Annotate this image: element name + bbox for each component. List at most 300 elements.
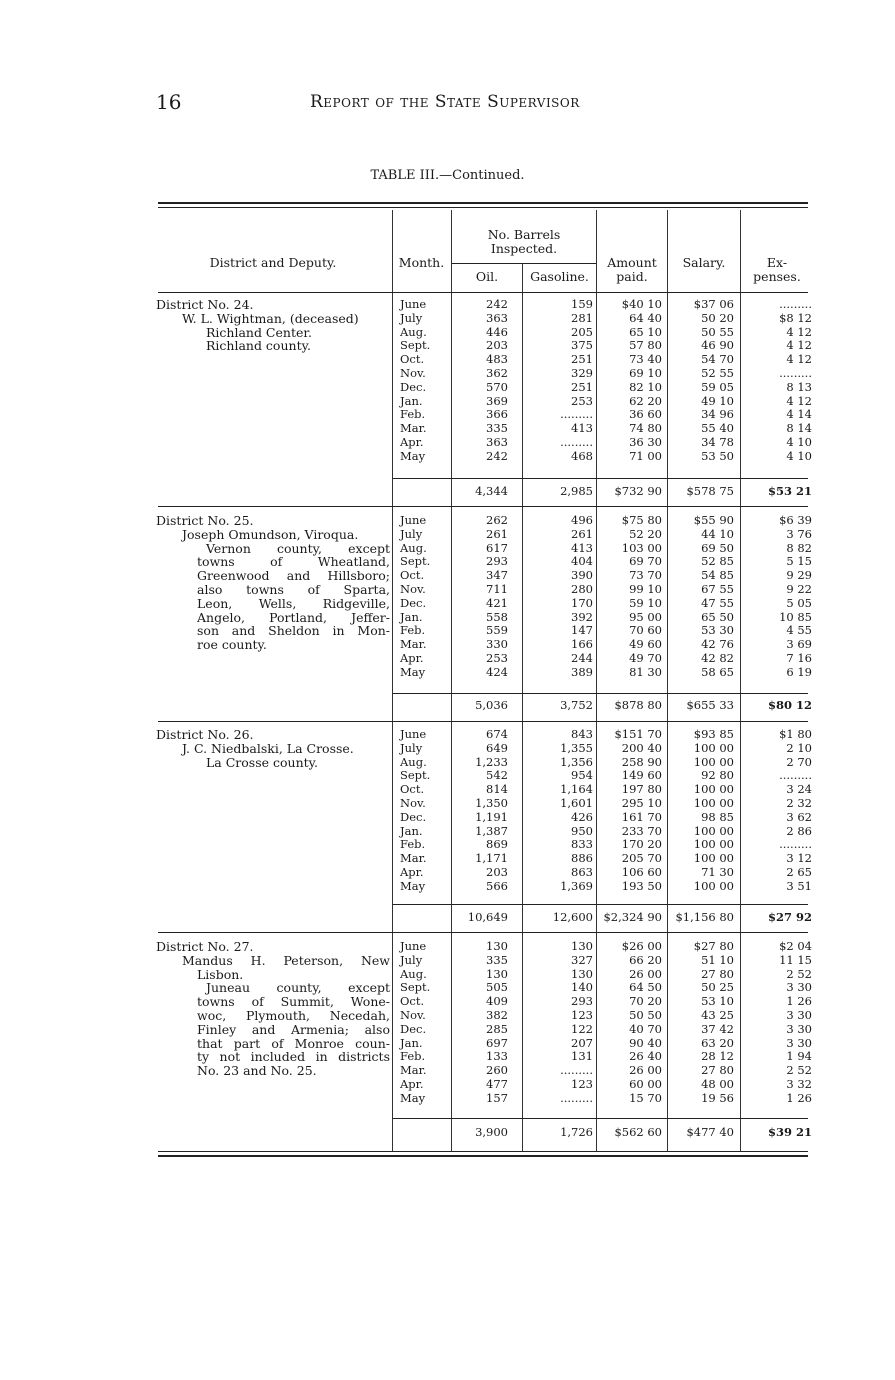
cell-salary: 71 30 — [701, 864, 734, 879]
cell-expenses: 8 13 — [786, 379, 812, 394]
cell-gasoline: 327 — [571, 952, 593, 967]
cell-expenses: 3 30 — [786, 980, 812, 995]
district-line: No. 23 and No. 25. — [197, 1063, 317, 1079]
cell-gasoline: 251 — [571, 379, 593, 394]
cell-salary: $93 85 — [693, 727, 734, 741]
table-bottom-rule — [158, 1151, 808, 1152]
cell-salary: 27 80 — [701, 966, 734, 981]
cell-oil: 649 — [486, 740, 508, 755]
cell-gasoline: 130 — [571, 939, 593, 953]
cell-salary: 47 55 — [701, 595, 734, 610]
cell-gasoline: 244 — [571, 650, 593, 665]
cell-expenses: ......... — [779, 297, 812, 311]
table-row — [396, 968, 814, 982]
cell-amount-paid: 70 20 — [629, 994, 662, 1009]
cell-expenses: 4 14 — [786, 407, 812, 422]
table-row — [396, 353, 814, 367]
cell-salary: 54 85 — [701, 568, 734, 583]
cell-gasoline: 1,355 — [560, 740, 593, 755]
cell-salary: 28 12 — [701, 1049, 734, 1064]
cell-amount-paid: 64 40 — [629, 310, 662, 325]
cell-month: Feb. — [400, 407, 426, 422]
table-row — [396, 940, 814, 954]
cell-amount-paid: 258 90 — [621, 754, 662, 769]
cell-amount-paid: 66 20 — [629, 952, 662, 967]
cell-month: Nov. — [400, 365, 426, 380]
district-24-end-rule — [158, 506, 808, 507]
cell-oil: 1,171 — [475, 851, 508, 866]
cell-oil: 483 — [486, 352, 508, 367]
district-26-end-rule — [158, 932, 808, 933]
cell-month: July — [400, 740, 423, 755]
cell-oil: 285 — [486, 1021, 508, 1036]
cell-oil: 133 — [486, 1049, 508, 1064]
district-26-description — [156, 728, 390, 769]
cell-oil: 330 — [486, 637, 508, 652]
cell-gasoline: 280 — [571, 581, 593, 596]
table-row — [396, 597, 814, 611]
cell-month: Oct. — [400, 568, 425, 583]
cell-salary: 42 76 — [701, 637, 734, 652]
cell-amount-paid: 233 70 — [621, 823, 662, 838]
cell-gasoline: 207 — [571, 1035, 593, 1050]
cell-month: Dec. — [400, 379, 427, 394]
district-25-totals — [396, 697, 814, 713]
cell-salary: 34 96 — [701, 407, 734, 422]
table-row — [396, 624, 814, 638]
cell-salary: 100 00 — [693, 878, 734, 893]
cell-oil: 293 — [486, 554, 508, 569]
total-amount-paid: $2,324 90 — [603, 910, 662, 924]
district-24-totals-rule — [393, 478, 808, 479]
cell-amount-paid: 59 10 — [629, 595, 662, 610]
cell-gasoline: 950 — [571, 823, 593, 838]
table-row — [396, 542, 814, 556]
cell-salary: 53 30 — [701, 623, 734, 638]
cell-oil: 261 — [486, 526, 508, 541]
cell-expenses: 5 05 — [786, 595, 812, 610]
cell-oil: 369 — [486, 393, 508, 408]
table-top-rule — [158, 202, 808, 204]
cell-oil: 203 — [486, 338, 508, 353]
cell-amount-paid: 99 10 — [629, 581, 662, 596]
cell-salary: 53 10 — [701, 994, 734, 1009]
cell-amount-paid: 81 30 — [629, 664, 662, 679]
total-expenses: $53 21 — [767, 484, 812, 498]
cell-expenses: 6 19 — [786, 664, 812, 679]
cell-salary: 100 00 — [693, 795, 734, 810]
total-salary: $578 75 — [686, 484, 734, 498]
cell-gasoline: 496 — [571, 513, 593, 527]
district-27-description — [156, 940, 390, 1078]
cell-expenses: ......... — [779, 365, 812, 380]
cell-expenses: 1 26 — [786, 1090, 812, 1105]
cell-expenses: 7 16 — [786, 650, 812, 665]
cell-gasoline: 843 — [571, 727, 593, 741]
cell-expenses: 3 30 — [786, 1021, 812, 1036]
cell-salary: 19 56 — [701, 1090, 734, 1105]
cell-amount-paid: $75 80 — [621, 513, 662, 527]
district-25-totals-rule — [393, 693, 808, 694]
district-line: Richland county. — [206, 338, 311, 354]
district-line: son and Sheldon in Mon- — [197, 623, 390, 639]
cell-gasoline: 123 — [571, 1007, 593, 1022]
cell-amount-paid: 70 60 — [629, 623, 662, 638]
cell-oil: 421 — [486, 595, 508, 610]
district-line: Leon, Wells, Ridgeville, — [197, 595, 390, 611]
district-24-rows — [396, 298, 814, 464]
district-26-rows — [396, 728, 814, 894]
cell-expenses: 9 29 — [786, 568, 812, 583]
header-month: Month. — [398, 255, 445, 270]
cell-gasoline: 123 — [571, 1076, 593, 1091]
cell-amount-paid: 50 50 — [629, 1007, 662, 1022]
district-25-end-rule — [158, 721, 808, 722]
cell-salary: 43 25 — [701, 1007, 734, 1022]
cell-month: Mar. — [400, 637, 427, 652]
cell-amount-paid: 197 80 — [621, 782, 662, 797]
header-gasoline: Gasoline. — [530, 269, 589, 284]
header-barrels-line1: No. Barrels — [487, 227, 561, 242]
cell-amount-paid: 200 40 — [621, 740, 662, 755]
cell-expenses: 3 12 — [786, 851, 812, 866]
header-expenses-line1: Ex- — [766, 255, 788, 270]
table-row — [396, 638, 814, 652]
cell-gasoline: 140 — [571, 980, 593, 995]
cell-oil: 424 — [486, 664, 508, 679]
cell-oil: 347 — [486, 568, 508, 583]
district-heading: District No. 27. — [156, 939, 254, 954]
cell-expenses: 11 15 — [779, 952, 812, 967]
cell-oil: 362 — [486, 365, 508, 380]
cell-salary: 37 42 — [701, 1021, 734, 1036]
cell-gasoline: 1,164 — [560, 782, 593, 797]
table-row — [396, 1092, 814, 1106]
cell-salary: $55 90 — [693, 513, 734, 527]
cell-amount-paid: 149 60 — [621, 768, 662, 783]
cell-expenses: 2 52 — [786, 966, 812, 981]
cell-gasoline: 390 — [571, 568, 593, 583]
cell-expenses: 3 62 — [786, 809, 812, 824]
cell-month: June — [400, 297, 427, 311]
total-amount-paid: $878 80 — [614, 698, 662, 712]
cell-amount-paid: 90 40 — [629, 1035, 662, 1050]
district-line: La Crosse county. — [206, 754, 319, 770]
cell-gasoline: 166 — [571, 637, 593, 652]
cell-gasoline: 863 — [571, 864, 593, 879]
cell-amount-paid: 49 60 — [629, 637, 662, 652]
cell-amount-paid: 26 00 — [629, 1063, 662, 1078]
cell-oil: 382 — [486, 1007, 508, 1022]
cell-month: June — [400, 513, 427, 527]
header-expenses — [741, 256, 813, 284]
header-salary: Salary. — [682, 255, 726, 270]
deputy-name: W. L. Wightman, (deceased) — [182, 310, 359, 326]
cell-expenses: 2 70 — [786, 754, 812, 769]
cell-gasoline: 170 — [571, 595, 593, 610]
table-row — [396, 381, 814, 395]
cell-oil: 869 — [486, 837, 508, 852]
table-row — [396, 880, 814, 894]
table-row — [396, 769, 814, 783]
cell-gasoline: 159 — [571, 297, 593, 311]
cell-salary: 50 55 — [701, 324, 734, 339]
cell-expenses: 2 32 — [786, 795, 812, 810]
cell-oil: 558 — [486, 609, 508, 624]
table-row — [396, 528, 814, 542]
cell-gasoline: 1,356 — [560, 754, 593, 769]
cell-amount-paid: 64 50 — [629, 980, 662, 995]
cell-oil: 674 — [486, 727, 508, 741]
cell-amount-paid: $151 70 — [614, 727, 662, 741]
table-row — [396, 954, 814, 968]
header-district: District and Deputy. — [209, 255, 337, 270]
header-barrels-line2: Inspected. — [490, 241, 558, 256]
cell-expenses: 3 24 — [786, 782, 812, 797]
cell-salary: 65 50 — [701, 609, 734, 624]
table-row — [396, 852, 814, 866]
cell-month: Oct. — [400, 782, 425, 797]
cell-oil: 203 — [486, 864, 508, 879]
cell-oil: 1,233 — [475, 754, 508, 769]
district-line: Greenwood and Hillsboro; — [197, 568, 390, 584]
header-barrels — [452, 228, 596, 256]
table-row — [396, 367, 814, 381]
cell-gasoline: 329 — [571, 365, 593, 380]
cell-month: Nov. — [400, 795, 426, 810]
district-line: Vernon county, except — [206, 540, 390, 556]
cell-expenses: $8 12 — [779, 310, 812, 325]
cell-amount-paid: 40 70 — [629, 1021, 662, 1036]
deputy-name: J. C. Niedbalski, La Crosse. — [182, 740, 354, 756]
cell-month: Apr. — [400, 650, 424, 665]
header-amount-line1: Amount — [607, 255, 657, 270]
cell-gasoline: 205 — [571, 324, 593, 339]
cell-gasoline: 375 — [571, 338, 593, 353]
cell-salary: 54 70 — [701, 352, 734, 367]
cell-oil: 570 — [486, 379, 508, 394]
cell-month: May — [400, 1090, 426, 1105]
running-title: Report of the State Supervisor — [310, 92, 580, 112]
cell-expenses: 2 10 — [786, 740, 812, 755]
cell-amount-paid: 69 70 — [629, 554, 662, 569]
cell-month: Nov. — [400, 581, 426, 596]
cell-expenses: 4 12 — [786, 338, 812, 353]
cell-salary: 42 82 — [701, 650, 734, 665]
cell-oil: 566 — [486, 878, 508, 893]
cell-month: Aug. — [400, 540, 427, 555]
cell-oil: 335 — [486, 421, 508, 436]
cell-expenses: 4 12 — [786, 393, 812, 408]
cell-oil: 559 — [486, 623, 508, 638]
deputy-name: Mandus H. Peterson, New — [182, 952, 390, 968]
cell-salary: 92 80 — [701, 768, 734, 783]
cell-amount-paid: 71 00 — [629, 448, 662, 463]
cell-month: Jan. — [400, 393, 423, 408]
cell-expenses: 10 85 — [779, 609, 812, 624]
cell-amount-paid: 36 30 — [629, 434, 662, 449]
district-26-totals — [396, 909, 814, 925]
total-amount-paid: $732 90 — [614, 484, 662, 498]
district-line: woc, Plymouth, Necedah, — [197, 1007, 390, 1023]
table-row — [396, 450, 814, 464]
cell-month: Sept. — [400, 554, 431, 569]
cell-expenses: 1 94 — [786, 1049, 812, 1064]
table-row — [396, 436, 814, 450]
cell-month: Jan. — [400, 1035, 423, 1050]
cell-oil: 335 — [486, 952, 508, 967]
cell-oil: 242 — [486, 297, 508, 311]
district-24-totals — [396, 483, 814, 499]
cell-salary: 46 90 — [701, 338, 734, 353]
cell-expenses: 3 30 — [786, 1007, 812, 1022]
page-number: 16 — [156, 90, 182, 114]
cell-expenses: 3 76 — [786, 526, 812, 541]
cell-expenses: ......... — [779, 768, 812, 783]
table-row — [396, 569, 814, 583]
table-row — [396, 408, 814, 422]
district-line: also towns of Sparta, — [197, 581, 390, 597]
cell-month: Apr. — [400, 1076, 424, 1091]
total-expenses: $27 92 — [767, 910, 812, 924]
cell-salary: 100 00 — [693, 837, 734, 852]
district-27-totals-rule — [393, 1118, 808, 1119]
cell-month: Mar. — [400, 421, 427, 436]
cell-gasoline: 122 — [571, 1021, 593, 1036]
cell-amount-paid: 82 10 — [629, 379, 662, 394]
cell-month: Dec. — [400, 809, 427, 824]
cell-month: Jan. — [400, 609, 423, 624]
table-row — [396, 652, 814, 666]
table-row — [396, 981, 814, 995]
cell-oil: 505 — [486, 980, 508, 995]
cell-amount-paid: 193 50 — [621, 878, 662, 893]
cell-salary: 59 05 — [701, 379, 734, 394]
table-row — [396, 995, 814, 1009]
cell-amount-paid: 15 70 — [629, 1090, 662, 1105]
district-25-rows — [396, 514, 814, 680]
table-row — [396, 838, 814, 852]
district-line: roe county. — [197, 637, 267, 653]
cell-month: May — [400, 878, 426, 893]
district-line: Richland Center. — [206, 324, 312, 340]
total-oil: 4,344 — [475, 484, 508, 498]
cell-expenses: ......... — [779, 837, 812, 852]
cell-month: Apr. — [400, 434, 424, 449]
cell-oil: 130 — [486, 966, 508, 981]
cell-gasoline: 389 — [571, 664, 593, 679]
cell-month: July — [400, 310, 423, 325]
cell-oil: 363 — [486, 434, 508, 449]
total-amount-paid: $562 60 — [614, 1125, 662, 1139]
cell-month: July — [400, 952, 423, 967]
table-row — [396, 797, 814, 811]
cell-month: Sept. — [400, 338, 431, 353]
cell-salary: 50 25 — [701, 980, 734, 995]
cell-gasoline: 426 — [571, 809, 593, 824]
cell-salary: $27 80 — [693, 939, 734, 953]
header-amount-line2: paid. — [616, 269, 648, 284]
cell-month: Oct. — [400, 352, 425, 367]
cell-amount-paid: 205 70 — [621, 851, 662, 866]
cell-month: Oct. — [400, 994, 425, 1009]
district-line: Angelo, Portland, Jeffer- — [197, 609, 390, 625]
cell-amount-paid: 26 40 — [629, 1049, 662, 1064]
header-bottom-rule — [158, 292, 808, 293]
cell-gasoline: 468 — [571, 448, 593, 463]
cell-oil: 477 — [486, 1076, 508, 1091]
district-heading: District No. 26. — [156, 727, 254, 742]
cell-expenses: 9 22 — [786, 581, 812, 596]
cell-expenses: 4 10 — [786, 434, 812, 449]
cell-month: Apr. — [400, 864, 424, 879]
cell-expenses: 3 69 — [786, 637, 812, 652]
table-title: TABLE III.—Continued. — [370, 168, 525, 183]
table-row — [396, 1009, 814, 1023]
table-row — [396, 514, 814, 528]
table-row — [396, 811, 814, 825]
cell-expenses: 4 55 — [786, 623, 812, 638]
table-row — [396, 1078, 814, 1092]
cell-salary: 67 55 — [701, 581, 734, 596]
cell-expenses: $2 04 — [779, 939, 812, 953]
cell-salary: 34 78 — [701, 434, 734, 449]
cell-amount-paid: 69 10 — [629, 365, 662, 380]
header-expenses-line2: penses. — [753, 269, 801, 284]
table-row — [396, 728, 814, 742]
cell-amount-paid: 95 00 — [629, 609, 662, 624]
cell-gasoline: 954 — [571, 768, 593, 783]
cell-oil: 409 — [486, 994, 508, 1009]
cell-amount-paid: 65 10 — [629, 324, 662, 339]
cell-amount-paid: 161 70 — [621, 809, 662, 824]
cell-gasoline: 293 — [571, 994, 593, 1009]
cell-gasoline: 886 — [571, 851, 593, 866]
cell-amount-paid: 60 00 — [629, 1076, 662, 1091]
district-line: Juneau county, except — [206, 980, 390, 996]
cell-gasoline: ......... — [560, 1090, 593, 1105]
cell-salary: 52 85 — [701, 554, 734, 569]
district-line: Finley and Armenia; also — [197, 1021, 390, 1037]
deputy-name: Joseph Omundson, Viroqua. — [182, 526, 359, 542]
cell-month: Mar. — [400, 851, 427, 866]
cell-gasoline: 413 — [571, 540, 593, 555]
cell-expenses: 2 52 — [786, 1063, 812, 1078]
cell-month: Feb. — [400, 837, 426, 852]
total-oil: 5,036 — [475, 698, 508, 712]
cell-salary: 53 50 — [701, 448, 734, 463]
cell-expenses: 8 14 — [786, 421, 812, 436]
table-row — [396, 326, 814, 340]
cell-gasoline: 392 — [571, 609, 593, 624]
table-top-rule-thin — [158, 207, 808, 208]
table-row — [396, 611, 814, 625]
cell-salary: $37 06 — [693, 297, 734, 311]
cell-oil: 1,387 — [475, 823, 508, 838]
cell-gasoline: ......... — [560, 1063, 593, 1078]
cell-oil: 1,191 — [475, 809, 508, 824]
header-amount — [597, 256, 667, 284]
cell-expenses: 2 65 — [786, 864, 812, 879]
table-row — [396, 422, 814, 436]
cell-expenses: 3 30 — [786, 1035, 812, 1050]
table-row — [396, 1023, 814, 1037]
cell-expenses: 8 82 — [786, 540, 812, 555]
cell-gasoline: ......... — [560, 407, 593, 422]
cell-expenses: 4 12 — [786, 352, 812, 367]
total-gasoline: 1,726 — [560, 1125, 593, 1139]
cell-month: Sept. — [400, 980, 431, 995]
